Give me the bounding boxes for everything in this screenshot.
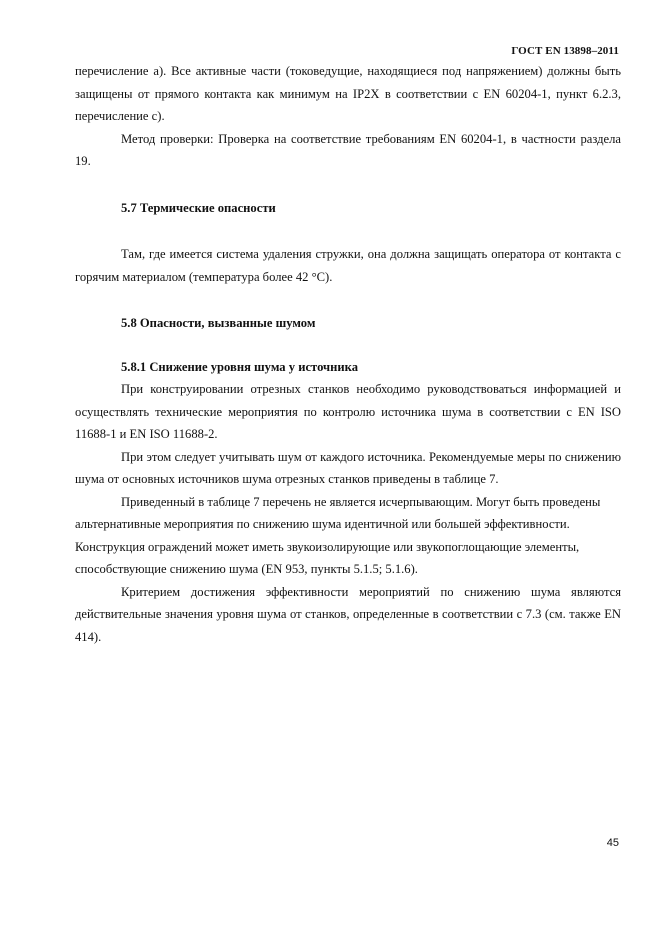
- paragraph-noise-alternatives: Приведенный в таблице 7 перечень не является исчерпывающим. Могут быть проведены альтернативные мероприятия по снижению шума идентичной или большей эффективности. Конструкция ограждений может иметь звукоизолирующие или звукопоглощающие элементы, способствующие снижению шума (EN 953, пункты 5.1.5; 5.1.6).: [75, 494, 601, 576]
- paragraph-noise-criteria: Критерием достижения эффективности мероприятий по снижению шума являются действительные значения уровня шума от станков, определенные в соответствии с 7.3 (см. также EN 414).: [75, 584, 621, 644]
- paragraph-noise-sources: При этом следует учитывать шум от каждого источника. Рекомендуемые меры по снижению шума от основных источников шума отрезных станков приведены в таблице 7.: [75, 449, 621, 486]
- document-header-standard: ГОСТ EN 13898–2011: [511, 45, 619, 57]
- paragraph-thermal-hazards: Там, где имеется система удаления стружки, она должна защищать оператора от контакта с горячим материалом (температура более 42 °С).: [75, 247, 621, 284]
- page-number: 45: [606, 837, 619, 849]
- section-heading-5-8-1: 5.8.1 Снижение уровня шума у источника: [121, 359, 359, 374]
- paragraph-test-method: Метод проверки: Проверка на соответствие требованиям EN 60204-1, в частности раздела 19.: [75, 131, 621, 168]
- paragraph-noise-design: При конструировании отрезных станков необходимо руководствоваться информацией и осуществлять технические мероприятия по контролю источника шума в соответствии с EN ISO 11688-1 и EN ISO 11688-2.: [75, 382, 621, 441]
- section-heading-5-8: 5.8 Опасности, вызванные шумом: [121, 316, 316, 330]
- document-body: [75, 60, 621, 648]
- section-heading-5-7: 5.7 Термические опасности: [121, 200, 276, 215]
- paragraph-continuation: перечисление а). Все активные части (токоведущие, находящиеся под напряжением) должны быть защищены от прямого контакта как минимум на IP2X в соответствии с EN 60204-1, пункт 6.2.3, перечисление с).: [75, 64, 621, 123]
